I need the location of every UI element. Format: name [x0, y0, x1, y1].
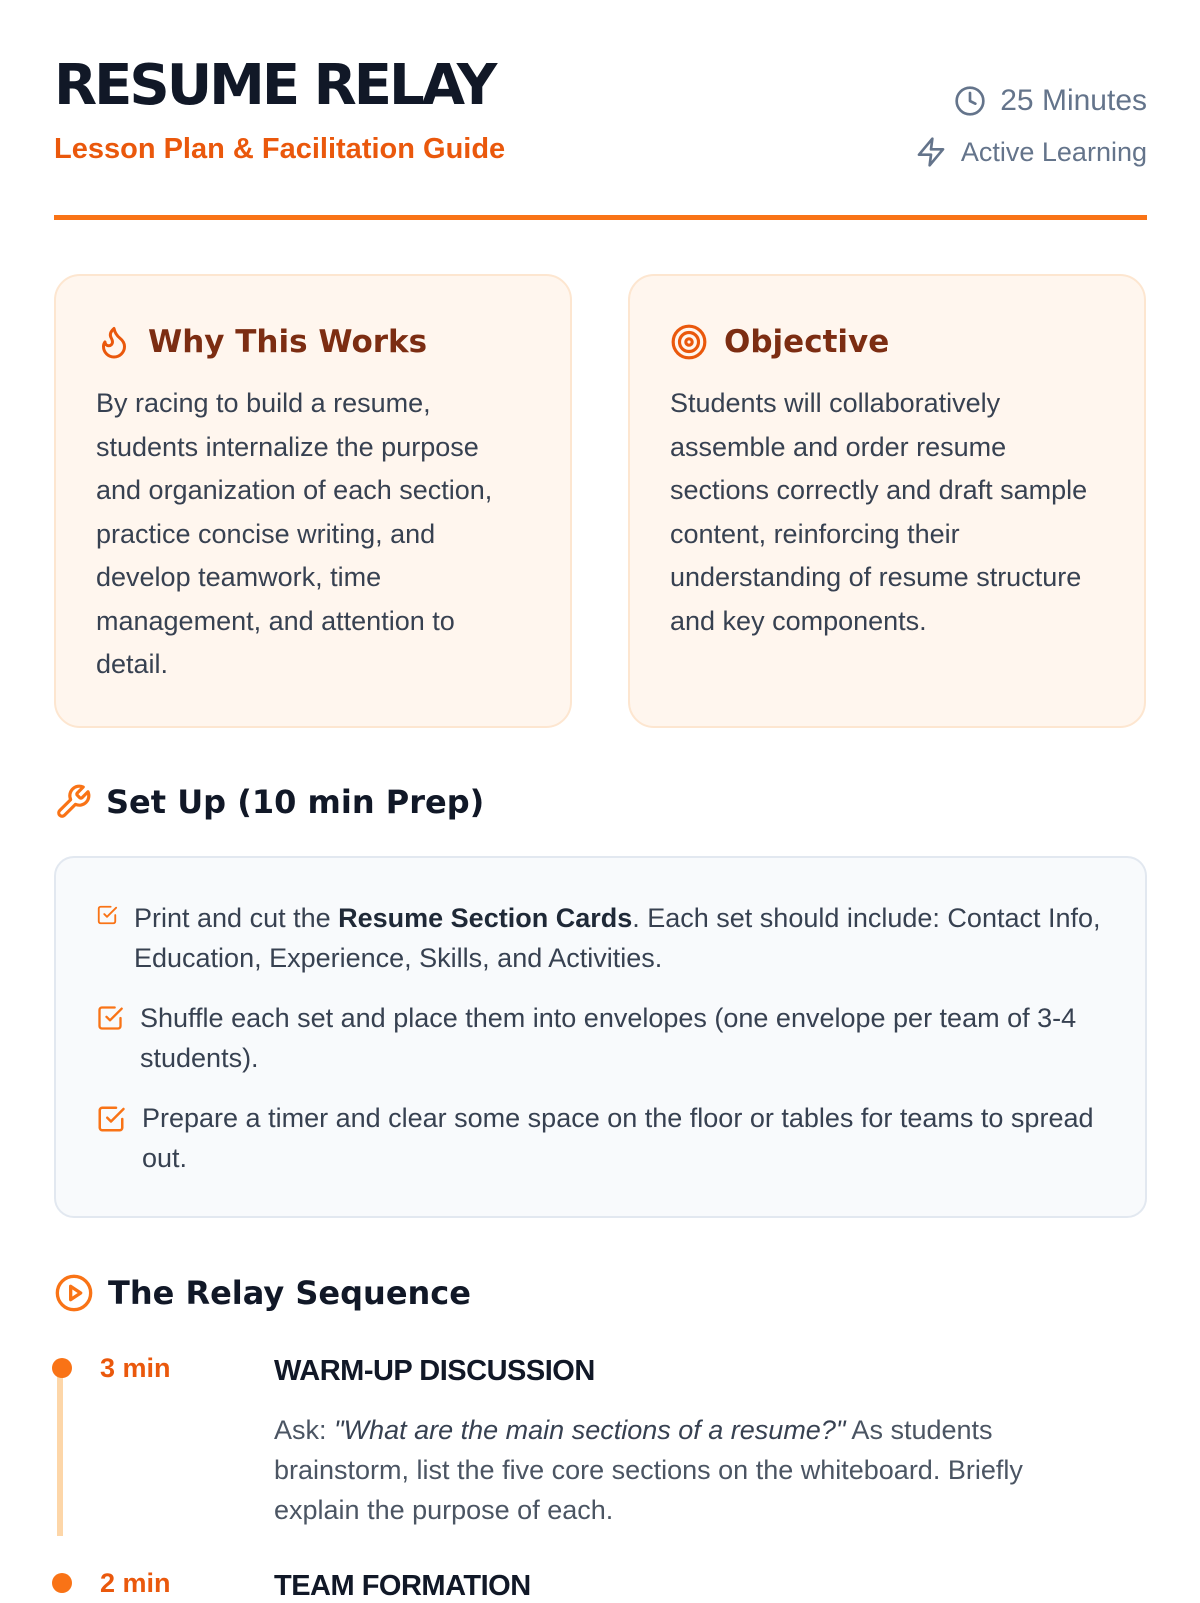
- setup-item-text: Prepare a timer and clear some space on the floor or tables for teams to spread out.: [142, 1103, 1094, 1173]
- checkbox-icon: [96, 1104, 126, 1134]
- step-description: Ask: "What are the main sections of a resume?" As students brainstorm, list the five core sections on the whiteboard. Briefly explain the purpose of each.: [274, 1415, 1023, 1525]
- step-title: TEAM FORMATION: [274, 1570, 531, 1602]
- list-item: [96, 1098, 1105, 1178]
- setup-item-text: Shuffle each set and place them into envelopes (one envelope per team of 3-4 students).: [140, 1003, 1077, 1073]
- why-card-body: By racing to build a resume, students internalize the purpose and organization of each section, practice concise writing, and develop teamwork, time management, and attention to detail.: [96, 388, 493, 679]
- relay-title: The Relay Sequence: [108, 1274, 471, 1312]
- timeline-dot: [52, 1358, 72, 1378]
- list-item: [96, 998, 1105, 1078]
- timeline-dot: [52, 1573, 72, 1593]
- why-card-header: [96, 320, 530, 364]
- objective-card-body: Students will collaboratively assemble and order resume sections correctly and draft sample content, reinforcing their understanding of resume structure and key components.: [670, 388, 1088, 636]
- checkbox-icon: [96, 1004, 124, 1032]
- flame-icon: [96, 324, 132, 360]
- step-duration: 3 min: [100, 1353, 171, 1383]
- setup-heading: [54, 783, 484, 821]
- objective-card: [628, 274, 1146, 728]
- setup-item-text: Print and cut the Resume Section Cards. Each set should include: Contact Info, Education, Experience, Skills, and Activities.: [134, 903, 1101, 973]
- objective-card-header: [670, 320, 1104, 364]
- page-title: RESUME RELAY: [54, 53, 495, 118]
- list-item: [96, 898, 1105, 978]
- learning-style-meta: [915, 136, 1147, 168]
- checkbox-icon: [96, 904, 118, 926]
- objective-card-title: Objective: [724, 324, 890, 360]
- learning-style-label: Active Learning: [960, 136, 1147, 167]
- clock-icon: [954, 85, 986, 117]
- lesson-plan-page: [54, 0, 1147, 1602]
- target-icon: [670, 323, 708, 361]
- duration-meta: [954, 84, 1147, 118]
- step-duration: 2 min: [100, 1568, 171, 1598]
- play-circle-icon: [54, 1273, 94, 1313]
- setup-checklist: [54, 856, 1147, 1218]
- page-subtitle: Lesson Plan & Facilitation Guide: [54, 133, 506, 165]
- timeline-rail: [57, 1376, 63, 1536]
- wrench-icon: [54, 783, 92, 821]
- why-card: [54, 274, 572, 728]
- info-cards: [54, 274, 1147, 728]
- duration-label: 25 Minutes: [1000, 84, 1147, 117]
- step-title: WARM-UP DISCUSSION: [274, 1355, 595, 1387]
- relay-heading: [54, 1273, 471, 1313]
- setup-title: Set Up (10 min Prep): [106, 783, 485, 821]
- why-card-title: Why This Works: [148, 324, 428, 360]
- lightning-icon: [915, 136, 947, 168]
- header: [54, 0, 1147, 220]
